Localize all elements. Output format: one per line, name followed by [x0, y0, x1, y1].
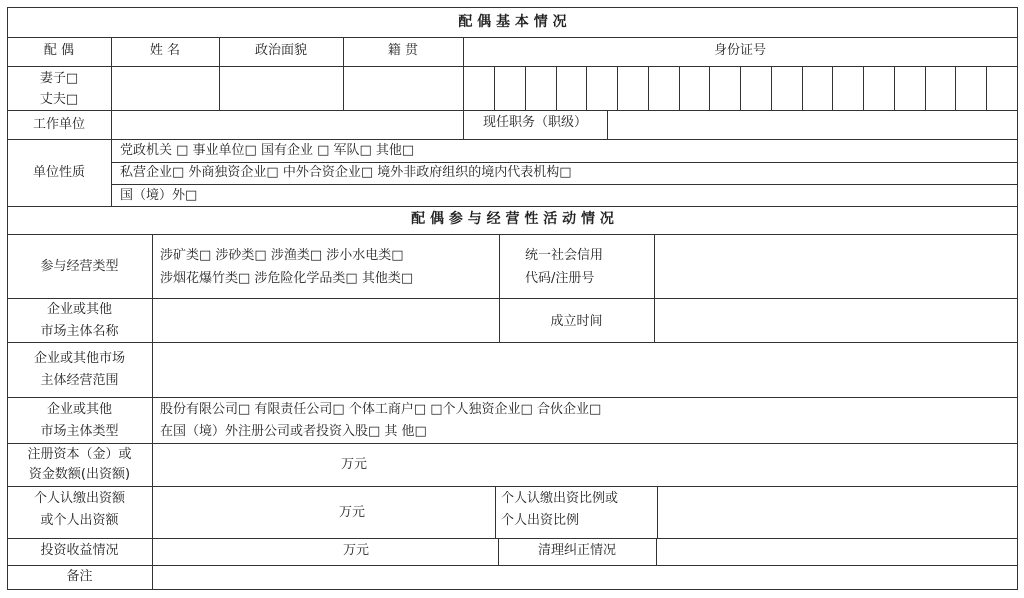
- grid-line: [679, 66, 680, 111]
- grid-line: [802, 66, 803, 111]
- business-scope-label-line1: 企业或其他市场: [33, 351, 125, 366]
- personal-contribution-unit: 万元: [339, 505, 366, 520]
- work-unit-label: 工作单位: [32, 117, 85, 132]
- remarks-label: 备注: [66, 569, 93, 584]
- unit-nature-label: 单位性质: [32, 165, 85, 180]
- header-name: 姓 名: [149, 43, 181, 58]
- grid-line: [7, 7, 1018, 8]
- grid-line: [832, 66, 833, 111]
- registered-capital-label-line1: 注册资本（金）或: [27, 447, 132, 462]
- personal-contribution-label-line2: 或个人出资额: [40, 513, 119, 528]
- grid-line: [740, 66, 741, 111]
- investment-income-unit: 万元: [343, 543, 370, 558]
- grid-line: [955, 66, 956, 111]
- investment-income-label: 投资收益情况: [40, 543, 119, 558]
- grid-line: [152, 234, 153, 590]
- grid-line: [7, 298, 1018, 299]
- business-type-options-row2[interactable]: 涉烟花爆竹类□ 涉危险化学品类□ 其他类□: [160, 271, 414, 286]
- registered-capital-unit: 万元: [341, 457, 368, 472]
- grid-line: [7, 234, 1018, 235]
- grid-line: [7, 565, 1018, 566]
- entity-name-label-line1: 企业或其他: [46, 302, 112, 317]
- contribution-ratio-label-line2: 个人出资比例: [501, 513, 580, 528]
- grid-line: [111, 184, 1018, 185]
- entity-type-label-line1: 企业或其他: [46, 402, 112, 417]
- grid-line: [494, 66, 495, 111]
- grid-line: [7, 139, 1018, 140]
- grid-line: [925, 66, 926, 111]
- unit-nature-options-row3[interactable]: 国（境）外□: [120, 188, 198, 203]
- wife-checkbox-label[interactable]: 妻子□: [39, 71, 79, 86]
- grid-line: [7, 110, 1018, 111]
- section-title-business-activity: 配 偶 参 与 经 营 性 活 动 情 况: [411, 211, 614, 227]
- grid-line: [607, 110, 608, 140]
- header-spouse: 配 偶: [43, 43, 75, 58]
- grid-line: [656, 538, 657, 566]
- header-id-number: 身份证号: [713, 43, 766, 58]
- grid-line: [863, 66, 864, 111]
- grid-line: [525, 66, 526, 111]
- grid-line: [986, 66, 987, 111]
- personal-contribution-label-line1: 个人认缴出资额: [33, 491, 125, 506]
- grid-line: [617, 66, 618, 111]
- entity-type-options-row2[interactable]: 在国（境）外注册公司或者投资入股□ 其 他□: [160, 424, 427, 439]
- grid-line: [7, 37, 1018, 38]
- registered-capital-label-line2: 资金数额(出资额): [28, 467, 131, 482]
- grid-line: [7, 486, 1018, 487]
- section-title-spouse-basic: 配 偶 基 本 情 况: [458, 14, 567, 30]
- credit-code-label-line2: 代码/注册号: [525, 271, 595, 286]
- header-native-place: 籍 贯: [387, 43, 419, 58]
- credit-code-label-line1: 统一社会信用: [525, 248, 604, 263]
- rectification-label: 清理纠正情况: [537, 543, 616, 558]
- grid-line: [771, 66, 772, 111]
- grid-line: [7, 206, 1018, 207]
- grid-line: [7, 443, 1018, 444]
- husband-checkbox-label[interactable]: 丈夫□: [39, 92, 79, 107]
- grid-line: [111, 162, 1018, 163]
- entity-type-options-row1[interactable]: 股份有限公司□ 有限责任公司□ 个体工商户□ □个人独资企业□ 合伙企业□: [160, 402, 602, 417]
- grid-line: [556, 66, 557, 111]
- business-type-label: 参与经营类型: [40, 259, 119, 274]
- grid-line: [7, 342, 1018, 343]
- unit-nature-options-row1[interactable]: 党政机关 □ 事业单位□ 国有企业 □ 军队□ 其他□: [120, 143, 415, 158]
- grid-line: [7, 66, 1018, 67]
- grid-line: [1017, 7, 1018, 590]
- grid-line: [657, 486, 658, 539]
- grid-line: [654, 234, 655, 343]
- grid-line: [7, 538, 1018, 539]
- position-label: 现任职务（职级）: [482, 115, 587, 130]
- grid-line: [111, 37, 112, 207]
- entity-type-label-line2: 市场主体类型: [40, 424, 119, 439]
- grid-line: [7, 589, 1018, 590]
- grid-line: [894, 66, 895, 111]
- grid-line: [648, 66, 649, 111]
- established-time-label: 成立时间: [550, 314, 603, 329]
- grid-line: [495, 486, 496, 539]
- unit-nature-options-row2[interactable]: 私营企业□ 外商独资企业□ 中外合资企业□ 境外非政府组织的境内代表机构□: [120, 165, 572, 180]
- entity-name-label-line2: 市场主体名称: [40, 324, 119, 339]
- business-scope-label-line2: 主体经营范围: [40, 373, 119, 388]
- grid-line: [586, 66, 587, 111]
- grid-line: [7, 397, 1018, 398]
- business-type-options-row1[interactable]: 涉矿类□ 涉砂类□ 涉渔类□ 涉小水电类□: [160, 248, 404, 263]
- grid-line: [709, 66, 710, 111]
- header-politics: 政治面貌: [254, 43, 307, 58]
- contribution-ratio-label-line1: 个人认缴出资比例或: [501, 491, 619, 506]
